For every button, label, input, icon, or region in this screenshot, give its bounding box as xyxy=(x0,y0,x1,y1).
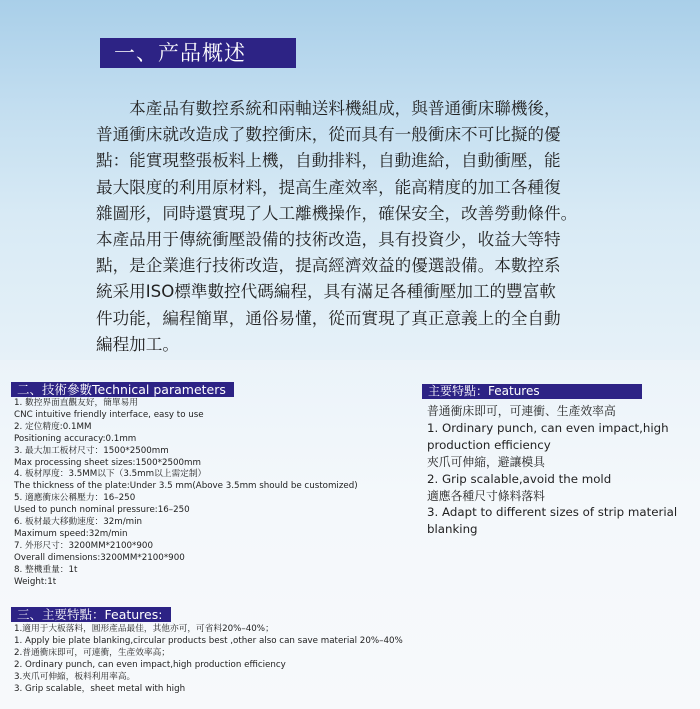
list-item: 7. 外形尺寸：3200MM*2100*900 xyxy=(14,540,153,551)
features-right-list xyxy=(427,403,692,538)
list-item: 3. Grip scalable，sheet metal with high xyxy=(14,683,186,694)
list-item: 1. 數控界面直觀友好，簡單易用 xyxy=(14,398,138,408)
list-item: 3. Adapt to different sizes of strip material blanking xyxy=(427,505,678,537)
section-title-main-features: 三、主要特點：Features: xyxy=(11,607,171,622)
list-item: 2. Ordinary punch, can even impact,high production efficiency xyxy=(14,659,286,670)
list-item: 夾爪可伸縮，避讓模具 xyxy=(427,454,545,469)
list-item: 8. 整機重量：1t xyxy=(14,564,78,575)
list-item: 3.夾爪可伸縮，板料利用率高。 xyxy=(14,671,136,682)
section-title-technical-parameters: 二、技術參數Technical parameters xyxy=(11,382,234,397)
section-title-product-overview: 一、产品概述 xyxy=(100,38,296,68)
list-item: Positioning accuracy:0.1mm xyxy=(14,433,137,444)
list-item: The thickness of the plate:Under 3.5 mm(Above 3.5mm should be customized) xyxy=(14,481,358,492)
list-item: Maximum speed:32m/min xyxy=(14,528,128,539)
list-item: 5. 適應衝床公稱壓力：16–250 xyxy=(14,493,136,504)
list-item: 3. 最大加工板材尺寸：1500*2500mm xyxy=(14,445,169,456)
list-item: 2.普通衝床即可，可連衝，生產效率高； xyxy=(14,647,170,658)
section-title-features-right: 主要特點：Features xyxy=(422,384,642,399)
list-item: Weight:1t xyxy=(14,576,57,587)
list-item: 1. Ordinary punch, can even impact,high production efficiency xyxy=(427,420,669,452)
list-item: 2. 定位精度:0.1MM xyxy=(14,421,92,432)
list-item: 1. Apply bie plate blanking,circular products best ,other also can save material 20%–40% xyxy=(14,635,403,646)
main-features-list xyxy=(14,624,414,695)
list-item: 2. Grip scalable,avoid the mold xyxy=(427,471,612,486)
list-item: Used to punch nominal pressure:16–250 xyxy=(14,505,190,516)
list-item: 6. 板材最大移動速度：32m/min xyxy=(14,517,143,528)
list-item: CNC intuitive friendly interface, easy to use xyxy=(14,409,204,420)
list-item: 適應各種尺寸條料落料 xyxy=(427,488,545,503)
list-item: Overall dimensions:3200MM*2100*900 xyxy=(14,552,185,563)
list-item: 普通衝床即可，可連衝、生產效率高 xyxy=(427,404,616,418)
product-overview-paragraph: 本產品有數控系統和兩軸送料機組成，與普通衝床聯機後， 普通衝床就改造成了數控衝床，從而具有一般衝床不可比擬的優 點：能實現整張板料上機，自動排料，自動進給，自動衝壓，能 最大限度的利用原材料，提高生產效率，能高精度的加工各種復 雜圖形，同時還實現了人工離機操作，確保安全，改善勞動條件。 本產品用于傳統衝壓設備的技術改造，具有投資少，收益大等特 點，是企業進行技術改造，提高經濟效益的優選設備。本數控系 統采用ISO標準數控代碼編程，具有滿足各種衝壓加工的豐富軟 件功能，編程簡單，通俗易懂，從而實現了真正意義上的全自動 編程加工。 xyxy=(96,99,578,354)
list-item: Max processing sheet sizes:1500*2500mm xyxy=(14,457,201,468)
technical-parameters-list xyxy=(14,398,414,589)
list-item: 1.適用于大板落料，圓形產品最佳，其他亦可，可省料20%–40%； xyxy=(14,624,274,634)
list-item: 4. 板材厚度：3.5MM以下（3.5mm以上需定制） xyxy=(14,469,207,480)
